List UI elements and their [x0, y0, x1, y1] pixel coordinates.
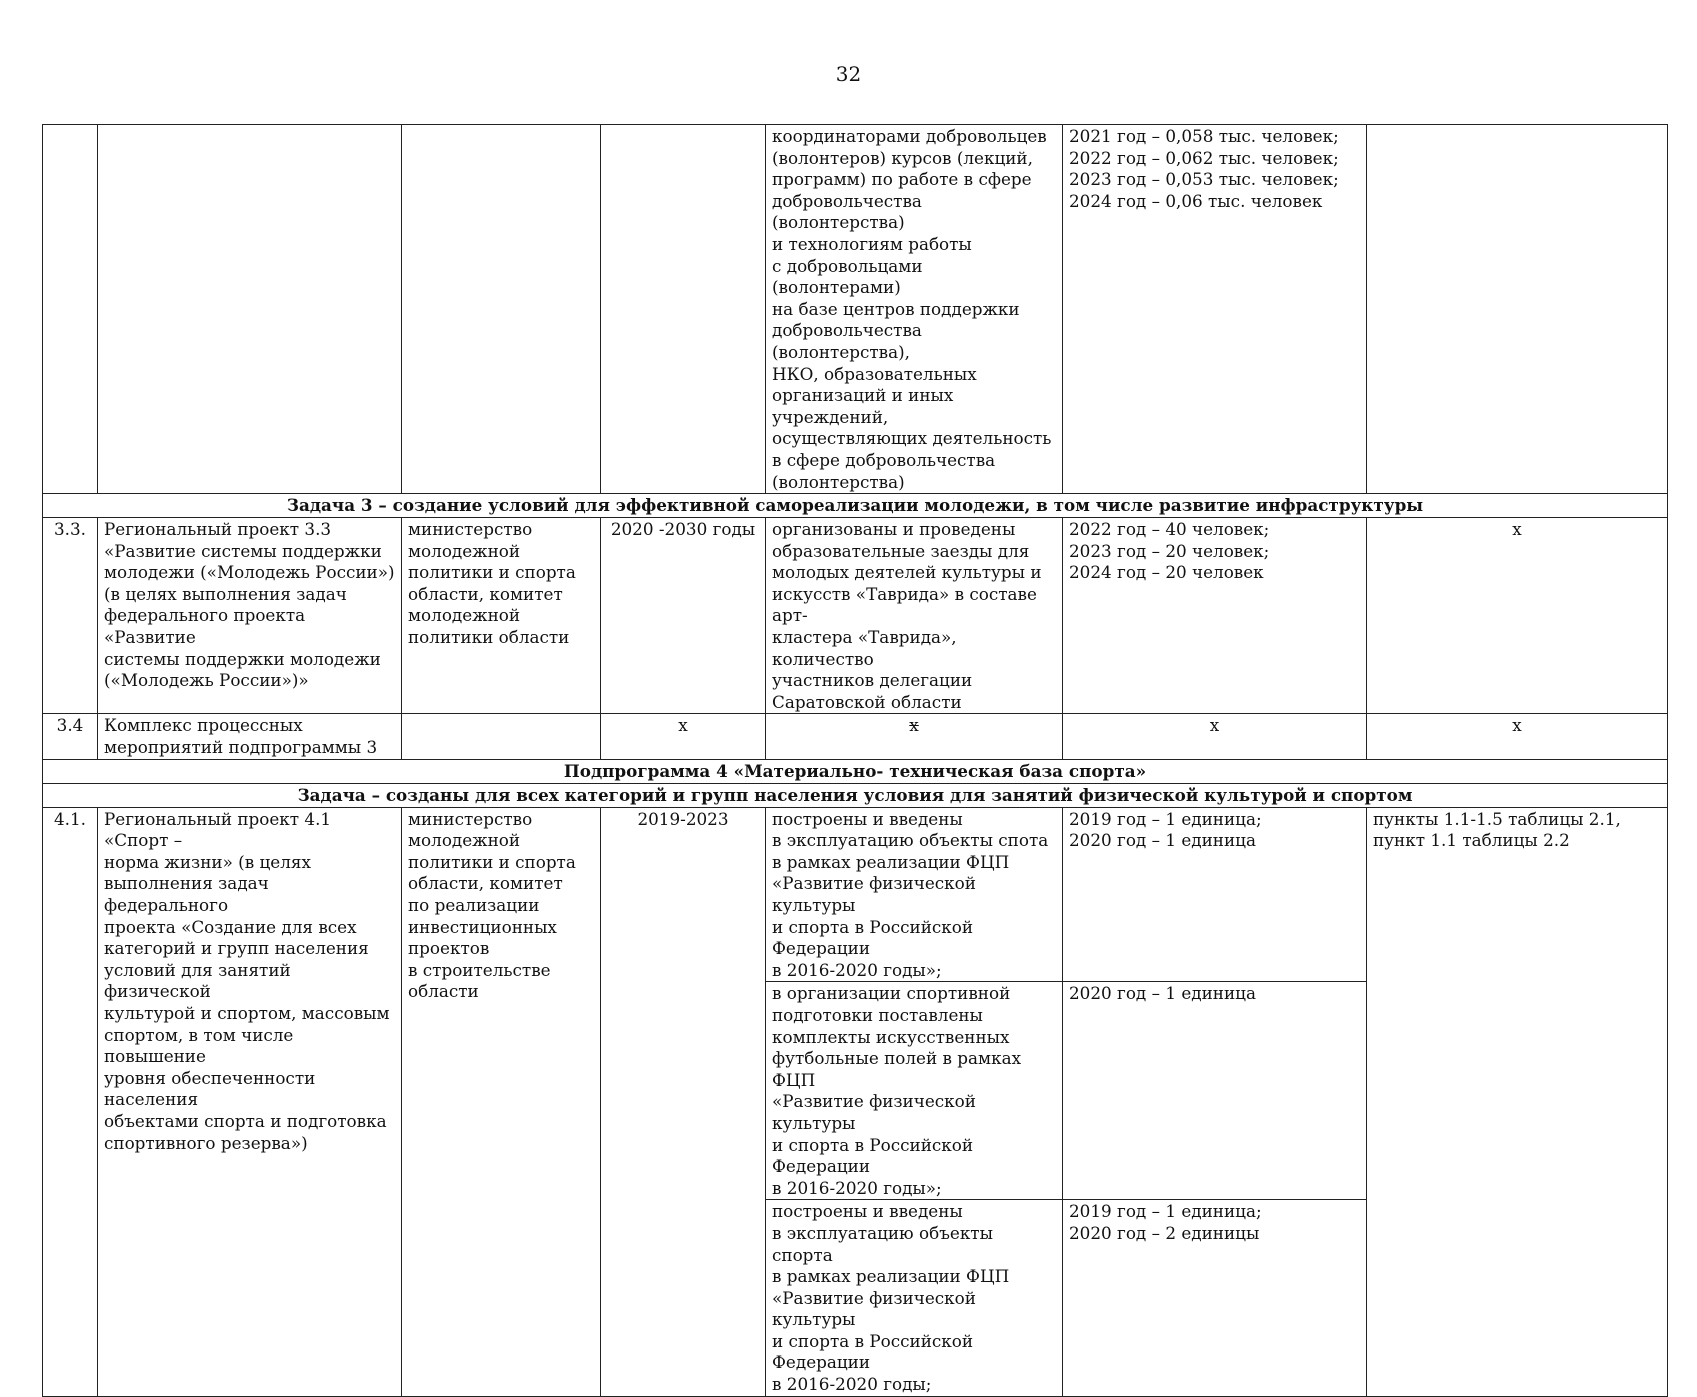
cell-values: х	[1063, 714, 1367, 759]
program-table	[42, 124, 1668, 1397]
table-row-continuation	[43, 125, 1668, 494]
subprogram4-heading: Подпрограмма 4 «Материально- техническая база спорта»	[43, 759, 1668, 783]
cell-result: в организации спортивной подготовки поставлены комплекты искусственных футбольные полей в рамках ФЦП «Развитие физической культуры и спорта в Российской Федерации в 2016-2020 годы»;	[766, 982, 1063, 1200]
cell-values: 2022 год – 40 человек; 2023 год – 20 человек; 2024 год – 20 человек	[1063, 518, 1367, 714]
table-row-3-4	[43, 714, 1668, 759]
cell-period	[601, 125, 766, 494]
cell-result-text: х	[909, 715, 919, 736]
cell-executor	[402, 125, 601, 494]
section-row-subprogram4	[43, 759, 1668, 783]
cell-period: 2019-2023	[601, 807, 766, 1396]
cell-link: х	[1367, 714, 1668, 759]
cell-num: 4.1.	[43, 807, 98, 1396]
cell-executor: министерство молодежной политики и спорта области, комитет по реализации инвестиционных проектов в строительстве области	[402, 807, 601, 1396]
cell-values: 2019 год – 1 единица; 2020 год – 1 единица	[1063, 807, 1367, 982]
task3-heading: Задача 3 – создание условий для эффективной самореализации молодежи, в том числе развитие инфраструктуры	[43, 494, 1668, 518]
cell-result: построены и введены в эксплуатацию объекты спорта в рамках реализации ФЦП «Развитие физической культуры и спорта в Российской Федерации в 2016-2020 годы;	[766, 1200, 1063, 1396]
cell-link: х	[1367, 518, 1668, 714]
cell-link: пункты 1.1-1.5 таблицы 2.1, пункт 1.1 таблицы 2.2	[1367, 807, 1668, 1396]
cell-num: 3.3.	[43, 518, 98, 714]
cell-result	[766, 714, 1063, 759]
cell-num: 3.4	[43, 714, 98, 759]
cell-values: 2019 год – 1 единица; 2020 год – 2 единицы	[1063, 1200, 1367, 1396]
cell-values: 2021 год – 0,058 тыс. человек; 2022 год – 0,062 тыс. человек; 2023 год – 0,053 тыс. человек; 2024 год – 0,06 тыс. человек	[1063, 125, 1367, 494]
cell-period: х	[601, 714, 766, 759]
table-row-3-3	[43, 518, 1668, 714]
cell-executor	[402, 714, 601, 759]
cell-result: построены и введены в эксплуатацию объекты спота в рамках реализации ФЦП «Развитие физической культуры и спорта в Российской Федерации в 2016-2020 годы»;	[766, 807, 1063, 982]
cell-num	[43, 125, 98, 494]
task4-heading: Задача – созданы для всех категорий и групп населения условия для занятий физической культурой и спортом	[43, 783, 1668, 807]
section-row-task4	[43, 783, 1668, 807]
cell-result: организованы и проведены образовательные заезды для молодых деятелей культуры и искусств «Таврида» в составе арт- кластера «Таврида», количество участников делегации Саратовской области	[766, 518, 1063, 714]
cell-name: Комплекс процессных мероприятий подпрограммы 3	[98, 714, 402, 759]
cell-name	[98, 125, 402, 494]
cell-link	[1367, 125, 1668, 494]
cell-name: Региональный проект 4.1 «Спорт – норма жизни» (в целях выполнения задач федерального проекта «Создание для всех категорий и групп населения условий для занятий физической культурой и спортом, массовым спортом, в том числе повышение уровня обеспеченности населения объектами спорта и подготовка спортивного резерва»)	[98, 807, 402, 1396]
cell-name: Региональный проект 3.3 «Развитие системы поддержки молодежи («Молодежь России») (в целях выполнения задач федерального проекта «Развитие системы поддержки молодежи («Молодежь России»)»	[98, 518, 402, 714]
cell-result: координаторами добровольцев (волонтеров) курсов (лекций, программ) по работе в сфере добровольчества (волонтерства) и технологиям работы с добровольцами (волонтерами) на базе центров поддержки добровольчества (волонтерства), НКО, образовательных организаций и иных учреждений, осуществляющих деятельность в сфере добровольчества (волонтерства)	[766, 125, 1063, 494]
table-row-4-1	[43, 807, 1668, 982]
section-row-task3	[43, 494, 1668, 518]
cell-period: 2020 -2030 годы	[601, 518, 766, 714]
page-number: 32	[835, 62, 862, 86]
cell-executor: министерство молодежной политики и спорта области, комитет молодежной политики области	[402, 518, 601, 714]
cell-values: 2020 год – 1 единица	[1063, 982, 1367, 1200]
